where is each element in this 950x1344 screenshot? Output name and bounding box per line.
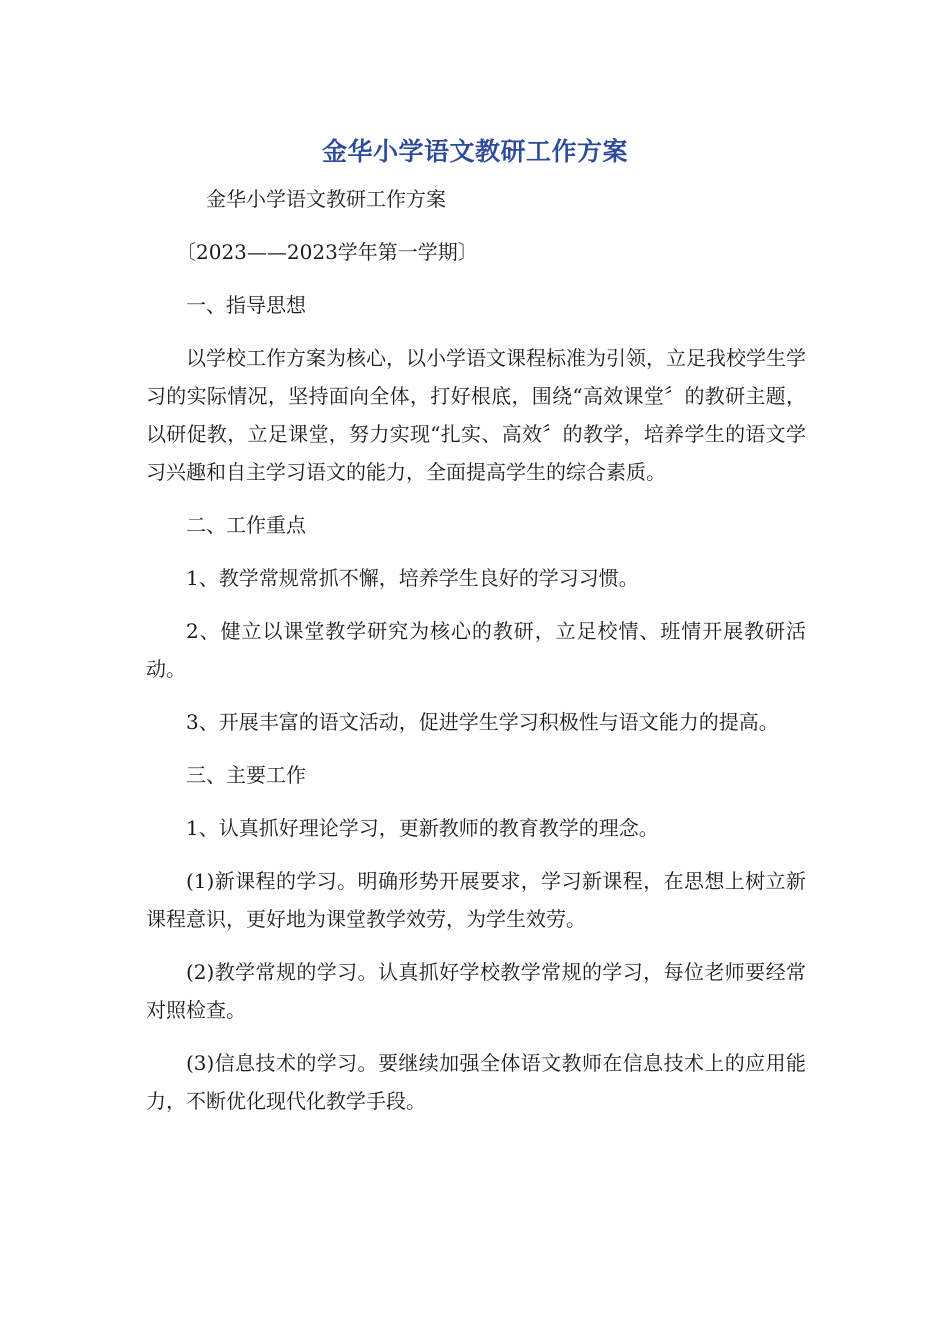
main-work-subitem-3: (3)信息技术的学习。要继续加强全体语文教师在信息技术上的应用能力，不断优化现代化教学手段。: [146, 1051, 806, 1113]
subtitle-paragraph: 金华小学语文教研工作方案: [206, 187, 446, 211]
document-title: 金华小学语文教研工作方案: [321, 137, 628, 166]
section-heading-work-focus: 二、工作重点: [186, 513, 306, 537]
work-focus-item-1: 1、教学常规常抓不懈，培养学生良好的学习习惯。: [186, 566, 639, 590]
guiding-ideology-paragraph: 以学校工作方案为核心，以小学语文课程标准为引领，立足我校学生学习的实际情况，坚持面向全体，打好根底，围绕“高效课堂〞的教研主题，以研促教，立足课堂，努力实现“扎实、高效〞的教学，培养学生的语文学习兴趣和自主学习语文的能力，全面提高学生的综合素质。: [146, 346, 806, 484]
main-work-subitem-2: (2)教学常规的学习。认真抓好学校教学常规的学习，每位老师要经常对照检查。: [146, 960, 806, 1022]
section-heading-main-work: 三、主要工作: [186, 763, 306, 787]
section-heading-guiding-ideology: 一、指导思想: [186, 293, 306, 317]
term-period: 〔2023——2023学年第一学期〕: [176, 240, 478, 264]
work-focus-item-2: 2、健立以课堂教学研究为核心的教研，立足校情、班情开展教研活动。: [146, 619, 806, 681]
document-body: [146, 180, 806, 1135]
main-work-subitem-1: (1)新课程的学习。明确形势开展要求，学习新课程，在思想上树立新课程意识，更好地为课堂教学效劳，为学生效劳。: [146, 869, 806, 931]
work-focus-item-3: 3、开展丰富的语文活动，促进学生学习积极性与语文能力的提高。: [186, 710, 779, 734]
main-work-item-1: 1、认真抓好理论学习，更新教师的教育教学的理念。: [186, 816, 659, 840]
